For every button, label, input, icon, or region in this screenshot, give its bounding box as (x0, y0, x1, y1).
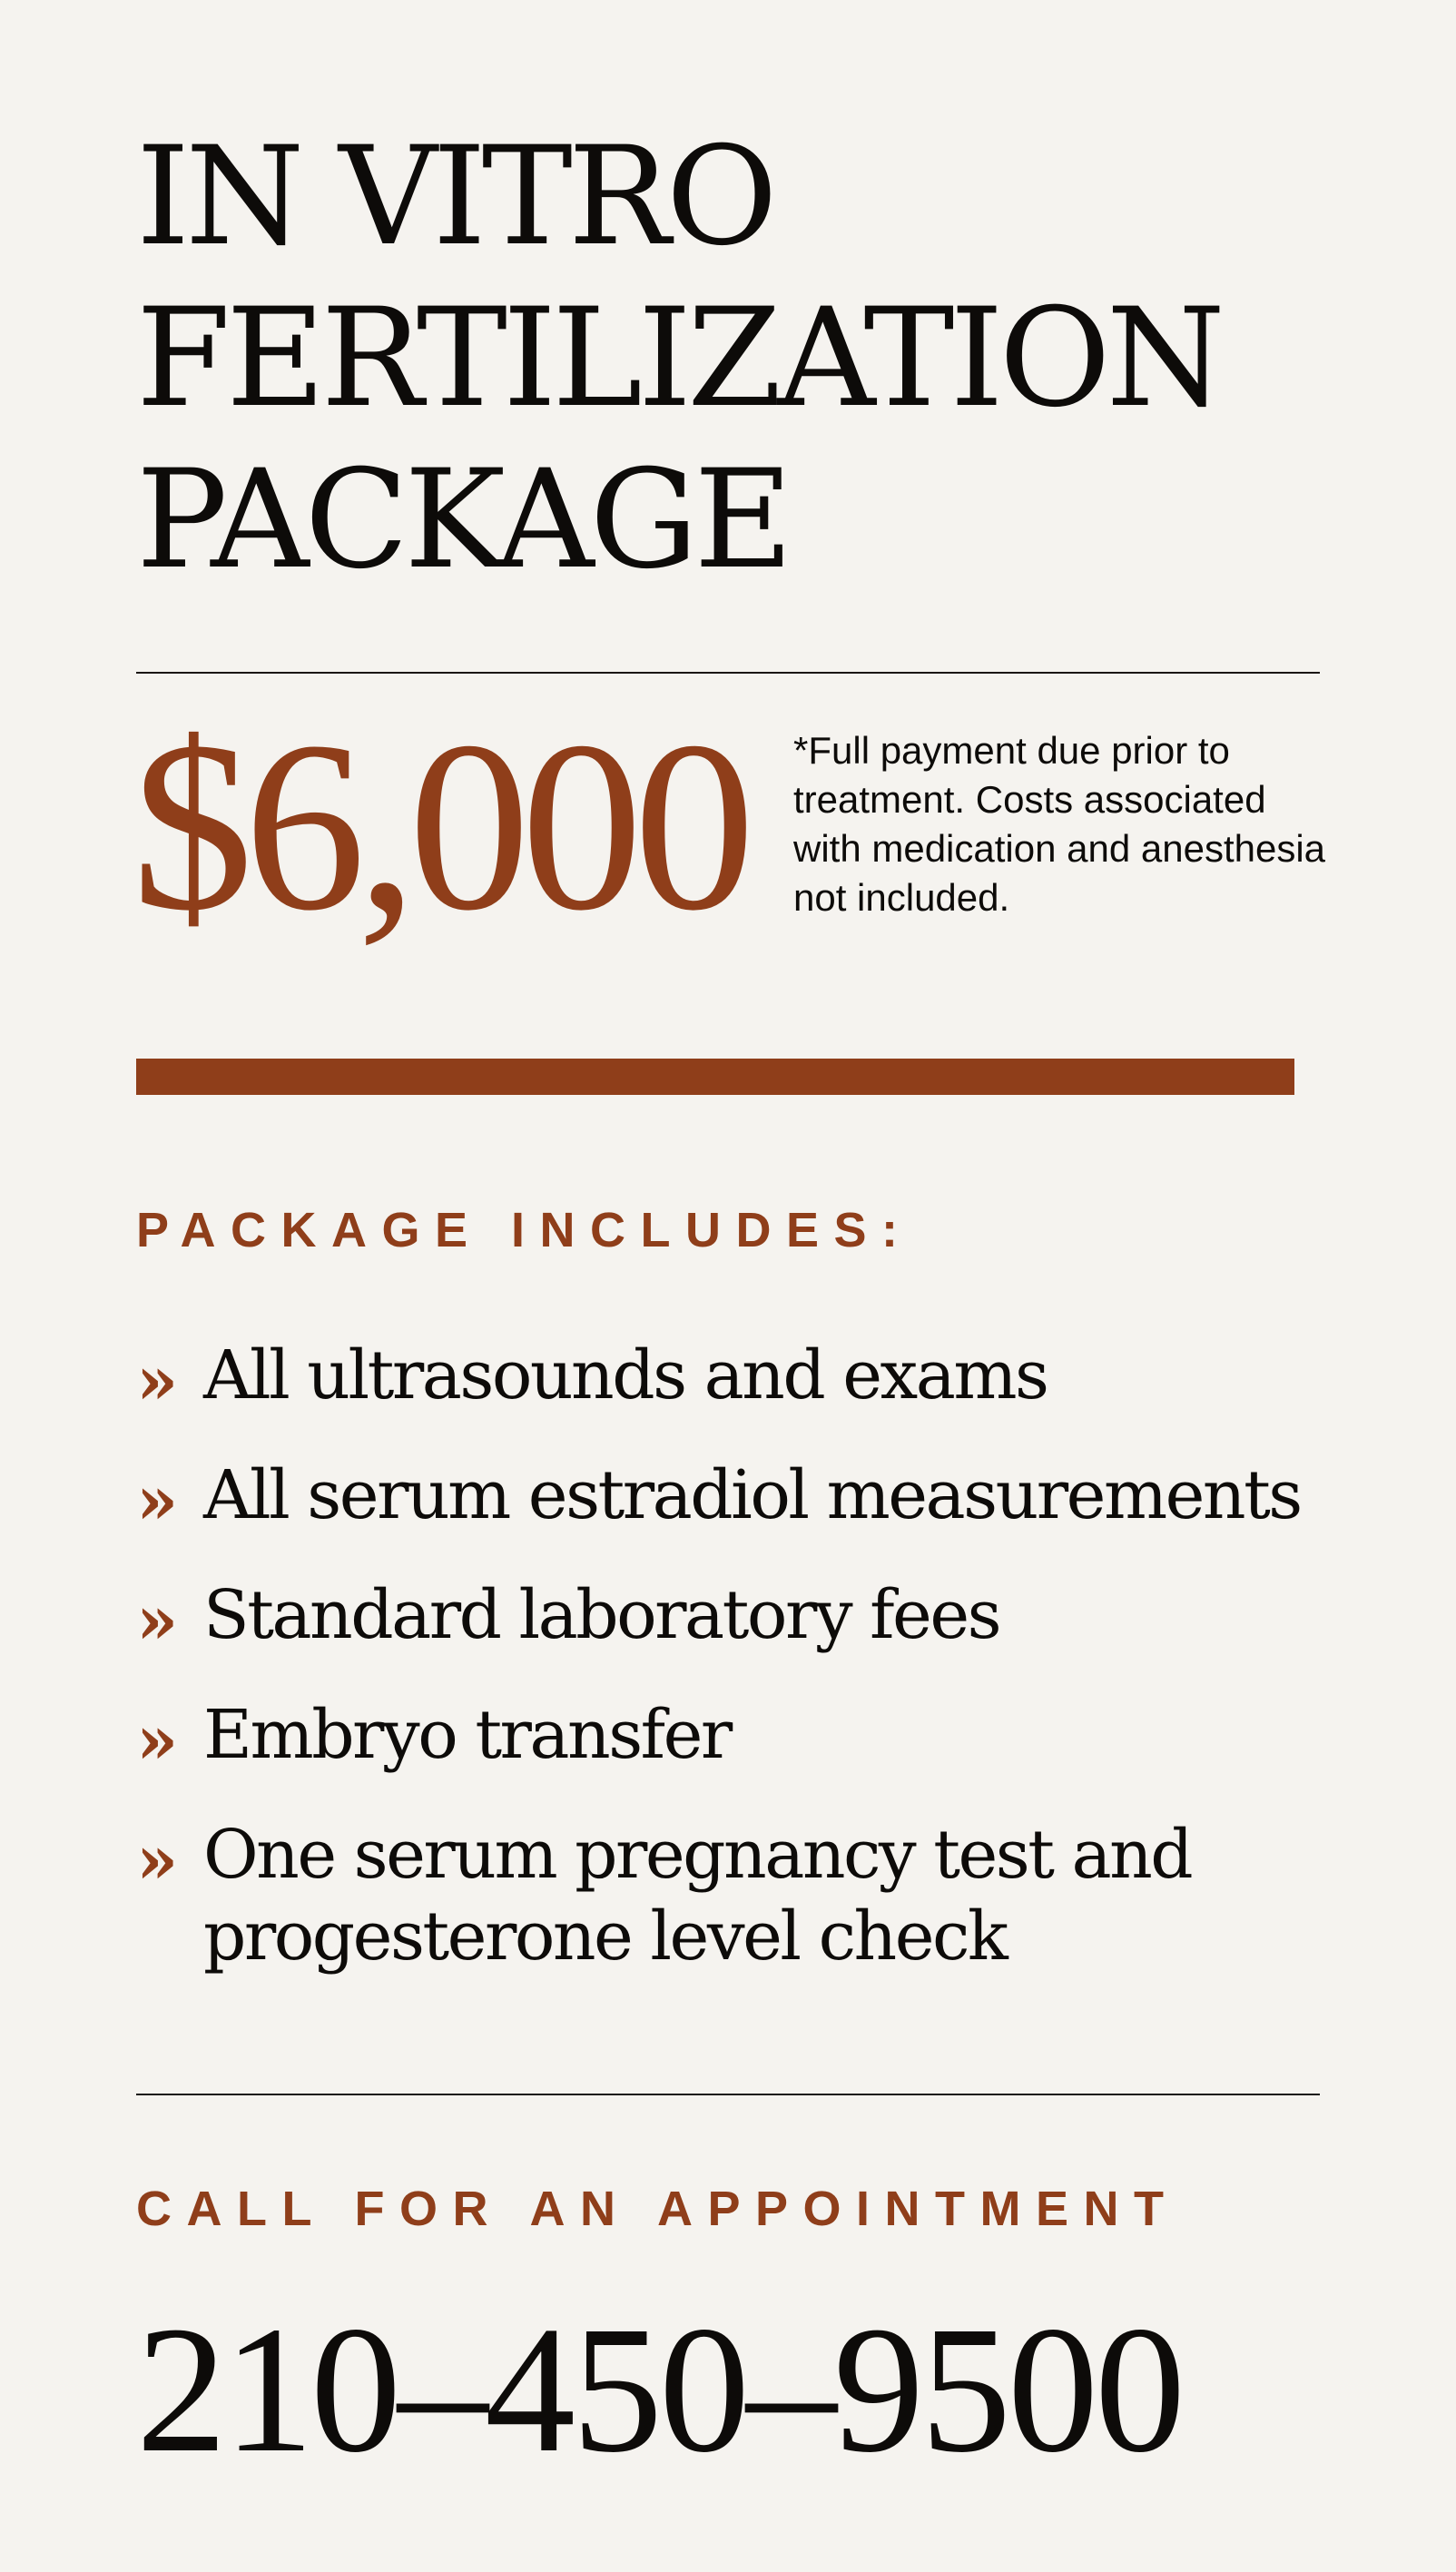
title-line-1: IN VITRO (136, 118, 773, 276)
list-item-text: Embryo transfer (203, 1696, 731, 1774)
list-item-text: One serum pregnancy test and progesterone level check (203, 1816, 1192, 1976)
title-line-3: PACKAGE (136, 441, 789, 599)
accent-bar (136, 1059, 1294, 1095)
bottom-divider (136, 2094, 1320, 2095)
list-item-text: All ultrasounds and exams (203, 1336, 1048, 1414)
price-footnote: *Full payment due prior to treatment. Costs associated with medication and anesthesia not included. (793, 729, 1326, 919)
top-divider (136, 672, 1320, 674)
chevron-right-double-icon: » (136, 1821, 179, 1899)
chevron-right-double-icon: » (136, 1342, 179, 1420)
chevron-right-double-icon: » (136, 1582, 179, 1660)
page-title (136, 116, 1353, 601)
appointment-heading: CALL FOR AN APPOINTMENT (136, 2182, 1179, 2236)
list-item-text: Standard laboratory fees (203, 1576, 1000, 1654)
chevron-right-double-icon: » (136, 1462, 179, 1540)
includes-list (136, 1335, 1343, 2015)
list-item (136, 1814, 1343, 1977)
list-item (136, 1335, 1343, 1420)
list-item (136, 1694, 1343, 1779)
includes-heading: PACKAGE INCLUDES: (136, 1203, 913, 1257)
list-item (136, 1574, 1343, 1660)
list-item (136, 1454, 1343, 1540)
chevron-right-double-icon: » (136, 1701, 179, 1779)
list-item-text: All serum estradiol measurements (203, 1456, 1301, 1534)
title-line-2: FERTILIZATION (136, 280, 1221, 438)
phone-number[interactable]: 210–450–9500 (136, 2290, 1182, 2490)
package-price: $6,000 (132, 691, 746, 961)
